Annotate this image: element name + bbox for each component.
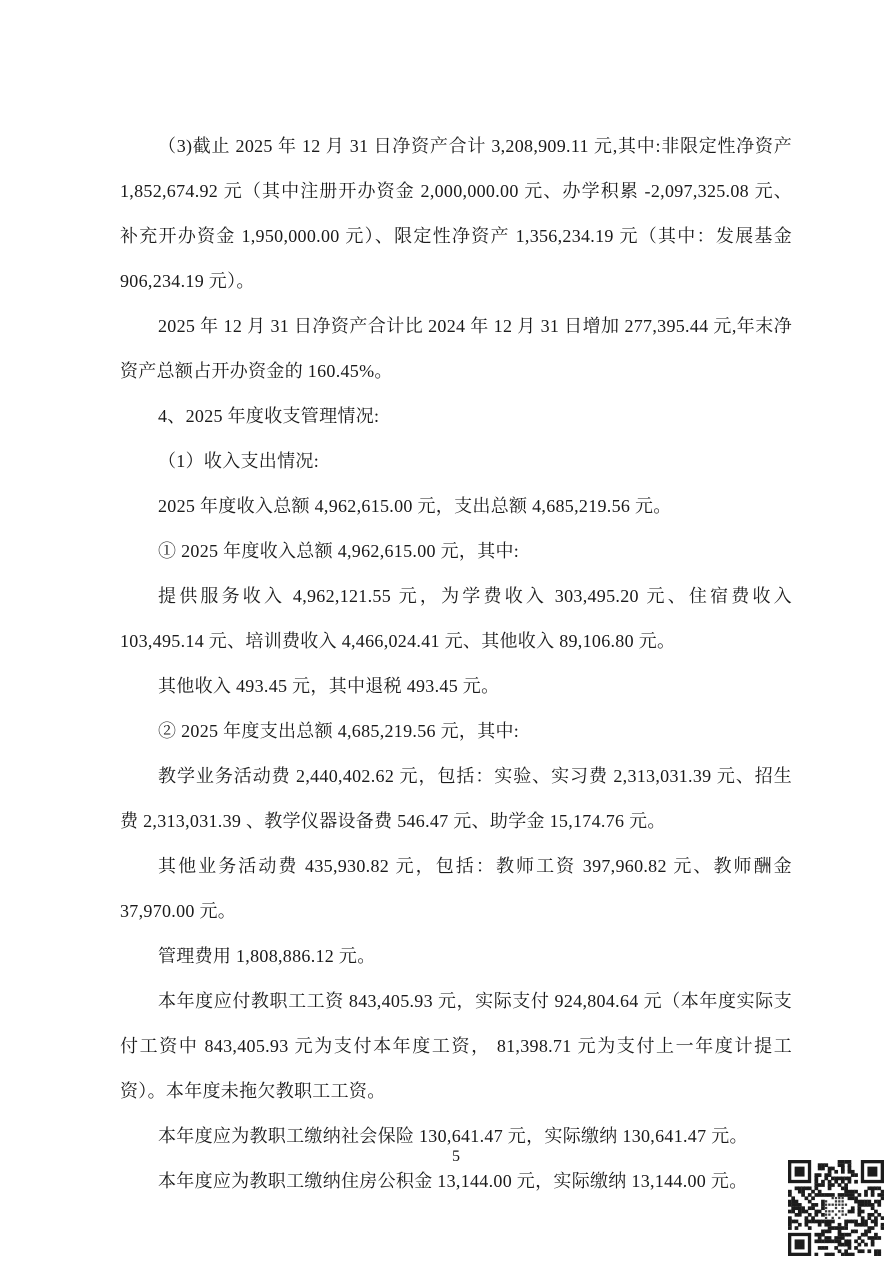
paragraph-other-income: 其他收入 493.45 元，其中退税 493.45 元。 xyxy=(158,676,500,696)
page-number: 5 xyxy=(452,1148,460,1165)
paragraph-income-expense-totals: 2025 年度收入总额 4,962,615.00 元，支出总额 4,685,219.56 元。 xyxy=(158,496,672,516)
qr-code-image xyxy=(788,1160,884,1256)
paragraph-staff-salary: 本年度应付教职工工资 843,405.93 元，实际支付 924,804.64 元（本年度实际支付工资中 843,405.93 元为支付本年度工资， 81,398.71 元为支付上一年度计提工资）。本年度未拖欠教职工工资。 xyxy=(120,991,792,1101)
document-body xyxy=(120,124,792,1204)
paragraph-expense-total-detail: ② 2025 年度支出总额 4,685,219.56 元，其中: xyxy=(158,721,520,741)
paragraph-social-insurance: 本年度应为教职工缴纳社会保险 130,641.47 元，实际缴纳 130,641.47 元。 xyxy=(158,1126,748,1146)
paragraph-teaching-activity-expense: 教学业务活动费 2,440,402.62 元，包括：实验、实习费 2,313,031.39 元、招生费 2,313,031.39 、教学仪器设备费 546.47 元、助学金 15,174.76 元。 xyxy=(120,766,792,831)
paragraph-net-assets-increase: 2025 年 12 月 31 日净资产合计比 2024 年 12 月 31 日增加 277,395.44 元,年末净资产总额占开办资金的 160.45%。 xyxy=(120,316,792,381)
paragraph-other-activity-expense: 其他业务活动费 435,930.82 元，包括：教师工资 397,960.82 元、教师酬金 37,970.00 元。 xyxy=(120,856,792,921)
paragraph-income-total-detail: ① 2025 年度收入总额 4,962,615.00 元，其中: xyxy=(158,541,520,561)
paragraph-net-assets-total: （3)截止 2025 年 12 月 31 日净资产合计 3,208,909.11 元,其中:非限定性净资产 1,852,674.92 元（其中注册开办资金 2,000,000.00 元、办学积累 -2,097,325.08 元、补充开办资金 1,950,000.00 元）、限定性净资产 1,356,234.19 元（其中：发展基金 906,234.19 元）。 xyxy=(120,136,792,291)
paragraph-management-expense: 管理费用 1,808,886.12 元。 xyxy=(158,946,376,966)
qr-code-icon xyxy=(786,1158,886,1258)
paragraph-housing-fund: 本年度应为教职工缴纳住房公积金 13,144.00 元，实际缴纳 13,144.00 元。 xyxy=(158,1171,748,1191)
paragraph-service-income-breakdown: 提供服务收入 4,962,121.55 元，为学费收入 303,495.20 元、住宿费收入 103,495.14 元、培训费收入 4,466,024.41 元、其他收入 89,106.80 元。 xyxy=(120,586,792,651)
heading-income-expense-situation: （1）收入支出情况: xyxy=(158,451,319,471)
heading-income-expense-management: 4、2025 年度收支管理情况: xyxy=(158,406,380,426)
